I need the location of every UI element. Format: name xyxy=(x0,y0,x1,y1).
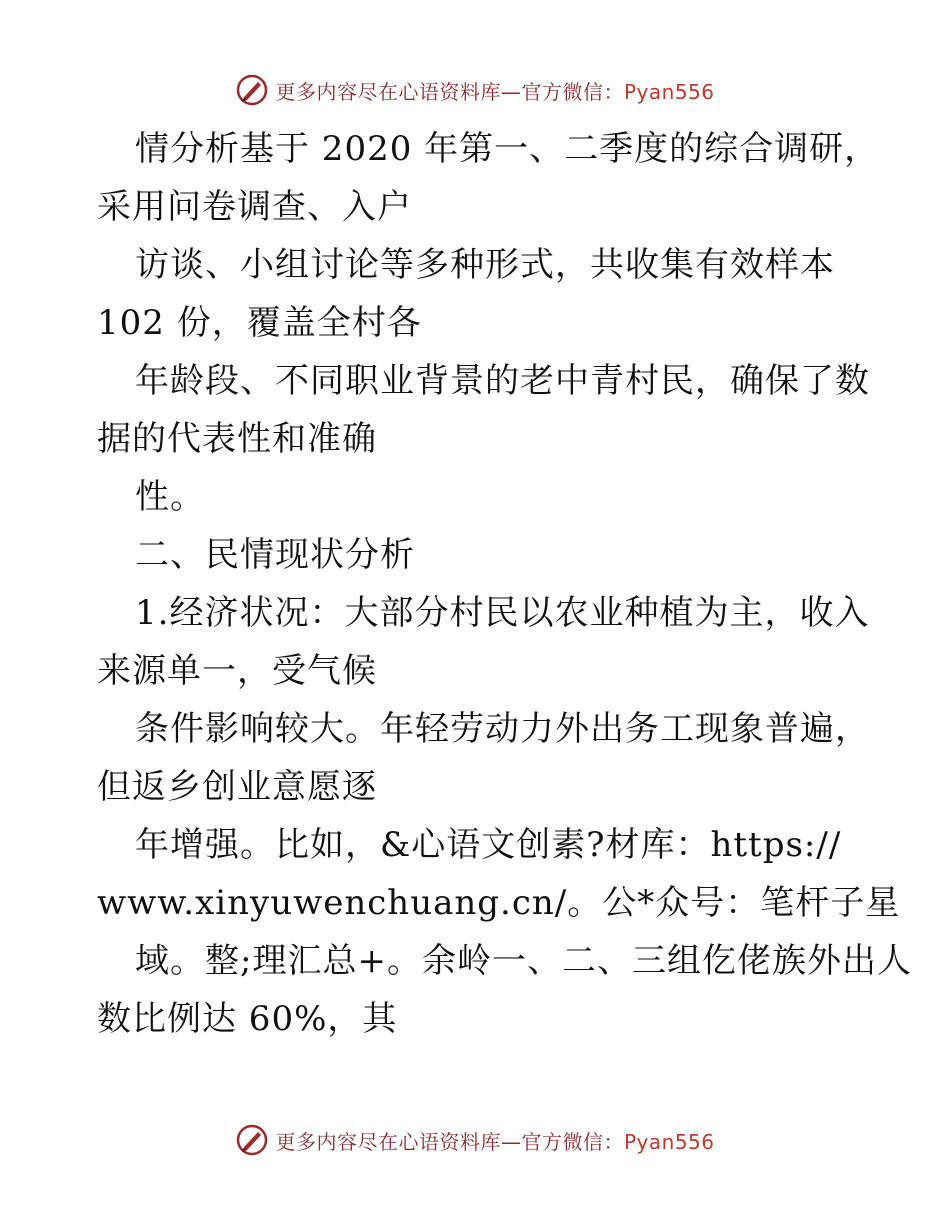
text-line: 1.经济状况：大部分村民以农业种植为主，收入 xyxy=(135,593,870,633)
section-heading: 二、民情现状分析 xyxy=(135,535,415,575)
banner-text xyxy=(275,76,714,105)
text-line: www.xinyuwenchuang.cn/。公*众号：笔杆子星 xyxy=(97,883,901,923)
document-body xyxy=(97,120,912,1048)
banner-wechat-id: Pyan556 xyxy=(623,1129,715,1154)
text-line: 情分析基于 2020 年第一、二季度的综合调研， xyxy=(135,129,880,169)
text-line: 采用问卷调查、入户 xyxy=(97,187,412,227)
header-watermark-banner xyxy=(0,70,950,110)
text-line: 年龄段、不同职业背景的老中青村民，确保了数 xyxy=(135,361,870,401)
footer-watermark-banner xyxy=(0,1120,950,1160)
banner-prefix: 更多内容尽在心语资料库—官方微信： xyxy=(275,79,624,104)
text-line: 数比例达 60%，其 xyxy=(97,999,398,1039)
pen-logo-icon xyxy=(235,73,269,107)
text-line: 102 份，覆盖全村各 xyxy=(97,303,422,343)
text-line: 域。整;理汇总+。余岭一、二、三组仡佬族外出人 xyxy=(135,941,912,981)
text-line: 条件影响较大。年轻劳动力外出务工现象普遍， xyxy=(135,709,870,749)
text-line: 据的代表性和准确 xyxy=(97,419,377,459)
banner-wechat-id: Pyan556 xyxy=(623,79,715,104)
text-line: 但返乡创业意愿逐 xyxy=(97,767,377,807)
banner-text xyxy=(275,1126,714,1155)
pen-logo-icon xyxy=(235,1123,269,1157)
text-line: 访谈、小组讨论等多种形式，共收集有效样本 xyxy=(135,245,835,285)
text-line: 年增强。比如，&心语文创素?材库：https:// xyxy=(135,825,842,865)
text-line: 来源单一，受气候 xyxy=(97,651,377,691)
text-line: 性。 xyxy=(135,477,205,517)
banner-prefix: 更多内容尽在心语资料库—官方微信： xyxy=(275,1129,624,1154)
